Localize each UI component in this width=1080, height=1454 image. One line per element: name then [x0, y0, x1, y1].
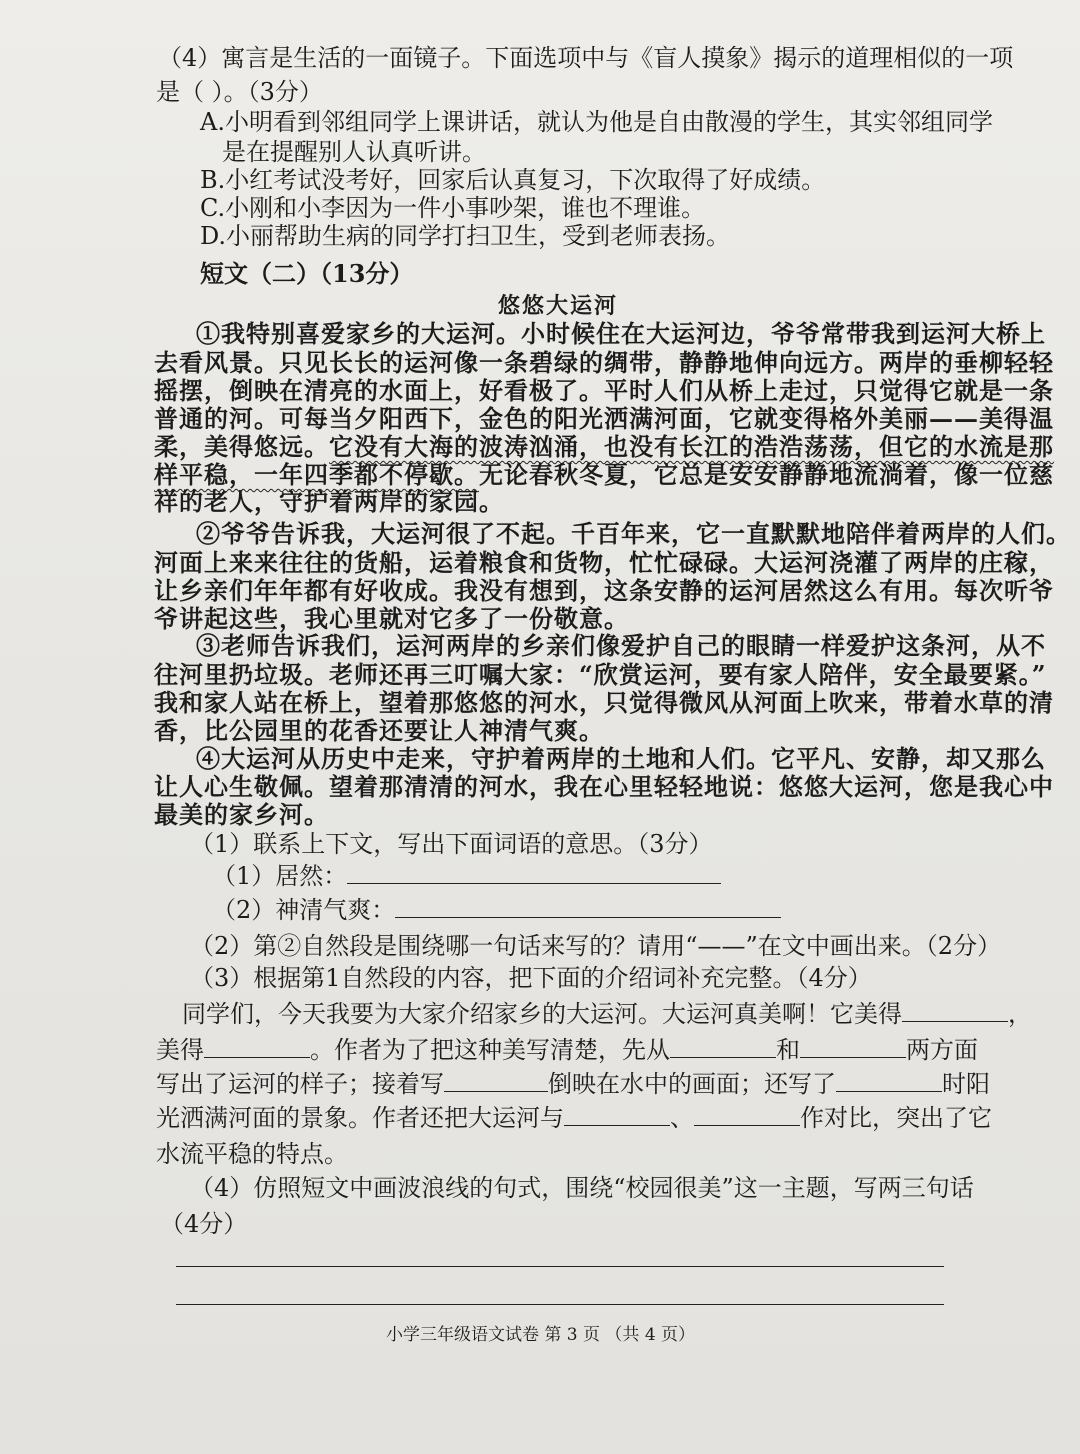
p4-line2: 让人心生敬佩。望着那清清的河水，我在心里轻轻地说：悠悠大运河，您是我心中	[154, 772, 1054, 801]
blank-jiezhexie[interactable]	[444, 1069, 548, 1092]
p2-line3: 让乡亲们年年都有好收成。我没有想到，这条安静的运河居然这么有用。每次听爷	[154, 576, 1054, 605]
blank-meide-1[interactable]	[902, 999, 1008, 1022]
option-a-line1: A.小明看到邻组同学上课讲话，就认为他是自由散漫的学生，其实邻组同学	[200, 108, 993, 136]
q3-line3-c: 时阳	[942, 1070, 990, 1098]
p1-line6-plain: 无论春秋冬夏，它总是安安静静地流淌着，像一位慈	[479, 460, 1054, 489]
option-a-line2: 是在提醒别人认真听讲。	[222, 138, 486, 166]
q1a-label: （1）居然：	[212, 862, 348, 890]
p1-line7: 祥的老人，守护着两岸的家园。	[154, 487, 504, 516]
blank-meide-2[interactable]	[204, 1035, 310, 1058]
q3-line1-text: 同学们，今天我要为大家介绍家乡的大运河。大运河真美啊！它美得	[182, 1000, 902, 1028]
q3-line2-b: 。作者为了把这种美写清楚，先从	[310, 1036, 670, 1064]
blank-duibi-2[interactable]	[694, 1103, 800, 1126]
blank-xiancong-1[interactable]	[670, 1035, 776, 1058]
option-d: D.小丽帮助生病的同学打扫卫生，受到老师表扬。	[200, 222, 731, 250]
q3-line3-b: 倒映在水中的画面；还写了	[548, 1070, 836, 1098]
answer-blank-juran[interactable]	[347, 861, 721, 884]
p2-line2: 河面上来来往往的货船，运着粮食和货物，忙忙碌碌。大运河浇灌了两岸的庄稼，	[154, 548, 1054, 577]
p3-line1: ③老师告诉我们，运河两岸的乡亲们像爱护自己的眼睛一样爱护这条河，从不	[196, 631, 1046, 660]
q1b-label: （2）神清气爽：	[212, 896, 396, 924]
q3-line3	[156, 1068, 990, 1100]
p2-line4: 爷讲起这些，我心里就对它多了一份敬意。	[154, 604, 629, 633]
q3-line2	[156, 1034, 978, 1066]
q3-line3-a: 写出了运河的样子；接着写	[156, 1070, 444, 1098]
p1-line5-plain: 柔，美得悠远。	[154, 432, 329, 461]
page-footer: 小学三年级语文试卷 第 3 页 （共 4 页）	[386, 1325, 696, 1345]
blank-xiancong-2[interactable]	[800, 1035, 906, 1058]
p3-line3: 我和家人站在桥上，望着那悠悠的河水，只觉得微风从河面上吹来，带着水草的清	[154, 688, 1054, 717]
question-1a	[212, 860, 721, 892]
answer-line-1[interactable]	[176, 1266, 944, 1267]
question-4-line1: （4）仿照短文中画波浪线的句式，围绕“校园很美”这一主题，写两三句话	[190, 1174, 974, 1202]
q3-line2-c: 和	[776, 1036, 800, 1064]
p3-line2: 往河里扔垃圾。老师还再三叮嘱大家：“欣赏运河，要有家人陪伴，安全最要紧。”	[154, 660, 1047, 689]
q3-line4-c: 作对比，突出了它	[800, 1104, 992, 1132]
p1-line2: 去看风景。只见长长的运河像一条碧绿的绸带，静静地伸向远方。两岸的垂柳轻轻	[154, 348, 1054, 377]
question-4-line2: （4分）	[160, 1210, 248, 1238]
option-c: C.小刚和小李因为一件小事吵架，谁也不理谁。	[200, 194, 706, 222]
option-b: B.小红考试没考好，回家后认真复习，下次取得了好成绩。	[200, 166, 826, 194]
blank-duibi-1[interactable]	[564, 1103, 670, 1126]
q3-comma: ，	[1008, 1000, 1032, 1028]
p3-line4: 香，比公园里的花香还要让人神清气爽。	[154, 716, 604, 745]
p1-line4: 普通的河。可每当夕阳西下，金色的阳光洒满河面，它就变得格外美丽——美得温	[154, 404, 1054, 433]
passage-title: 悠悠大运河	[498, 293, 619, 319]
q3-line1	[182, 998, 1032, 1030]
question-2: （2）第②自然段是围绕哪一句话来写的？请用“——”在文中画出来。（2分）	[190, 932, 1002, 960]
q3-line2-d: 两方面	[906, 1036, 978, 1064]
question-1b	[212, 894, 781, 926]
question-1: （1）联系上下文，写出下面词语的意思。（3分）	[190, 830, 713, 858]
q4-mirror-line2: 是（ ）。（3分）	[156, 78, 323, 106]
q3-line4-a: 光洒满河面的景象。作者还把大运河与	[156, 1104, 564, 1132]
p4-line3: 最美的家乡河。	[154, 800, 329, 829]
blank-haixiele[interactable]	[836, 1069, 942, 1092]
question-3: （3）根据第1自然段的内容，把下面的介绍词补充完整。（4分）	[190, 964, 872, 992]
p2-line1: ②爷爷告诉我，大运河很了不起。千百年来，它一直默默地陪伴着两岸的人们。	[196, 519, 1071, 548]
q3-line5: 水流平稳的特点。	[156, 1140, 348, 1168]
wavy-sentence-part2: 样平稳，一年四季都不停歇。	[154, 460, 479, 489]
p1-line1: ①我特别喜爱家乡的大运河。小时候住在大运河边，爷爷常带我到运河大桥上	[196, 319, 1046, 348]
section-heading: 短文（二）（13分）	[200, 259, 414, 288]
q3-line2-a: 美得	[156, 1036, 204, 1064]
p1-line3: 摇摆，倒映在清亮的水面上，好看极了。平时人们从桥上走过，只觉得它就是一条	[154, 376, 1054, 405]
q4-mirror-line1: （4）寓言是生活的一面镜子。下面选项中与《盲人摸象》揭示的道理相似的一项	[158, 44, 1014, 72]
q3-line4	[156, 1102, 992, 1134]
answer-line-2[interactable]	[176, 1304, 944, 1305]
wavy-sentence-part1: 它没有大海的波涛汹涌，也没有长江的浩浩荡荡，但它的水流是那	[329, 432, 1054, 461]
p4-line1: ④大运河从历史中走来，守护着两岸的土地和人们。它平凡、安静，却又那么	[196, 744, 1046, 773]
q3-line4-b: 、	[670, 1104, 694, 1132]
answer-blank-shenqingqishuang[interactable]	[395, 895, 781, 918]
